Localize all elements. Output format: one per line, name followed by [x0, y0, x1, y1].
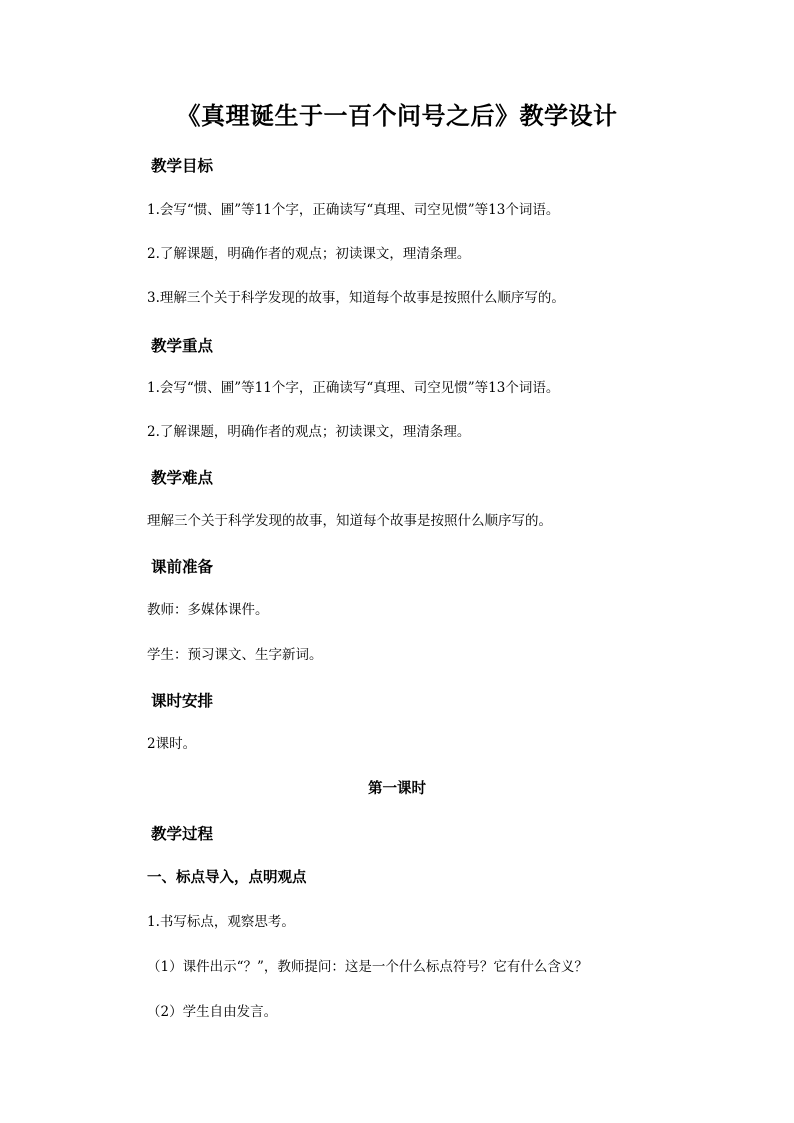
goals-heading: 教学目标	[151, 156, 214, 175]
difficulties-heading: 教学难点	[151, 468, 214, 487]
goals-item-2: 2.了解课题，明确作者的观点；初读课文，理清条理。	[147, 246, 471, 262]
document-title: 《真理诞生于一百个问号之后》教学设计	[176, 101, 618, 130]
key-points-item-2: 2.了解课题，明确作者的观点；初读课文，理清条理。	[147, 424, 471, 440]
goals-item-1: 1.会写“惯、圃”等11个字，正确读写“真理、司空见惯”等13个词语。	[147, 202, 560, 218]
lesson-one-heading: 第一课时	[368, 780, 426, 797]
section-heading-intro: 一、标点导入，点明观点	[147, 869, 307, 886]
key-points-item-1: 1.会写“惯、圃”等11个字，正确读写“真理、司空见惯”等13个词语。	[147, 380, 560, 396]
schedule-item-1: 2课时。	[147, 736, 197, 752]
preparation-heading: 课前准备	[151, 557, 214, 576]
process-item-3: （2）学生自由发言。	[147, 1004, 278, 1020]
preparation-item-student: 学生：预习课文、生字新词。	[147, 647, 323, 663]
key-points-heading: 教学重点	[151, 336, 214, 355]
goals-item-3: 3.理解三个关于科学发现的故事，知道每个故事是按照什么顺序写的。	[147, 290, 565, 306]
process-item-2: （1）课件出示“？”，教师提问：这是一个什么标点符号？它有什么含义？	[147, 959, 588, 975]
process-heading: 教学过程	[151, 824, 214, 843]
preparation-item-teacher: 教师：多媒体课件。	[147, 602, 269, 618]
process-item-1: 1.书写标点，观察思考。	[147, 914, 295, 930]
schedule-heading: 课时安排	[151, 691, 214, 710]
difficulties-item-1: 理解三个关于科学发现的故事，知道每个故事是按照什么顺序写的。	[147, 513, 552, 529]
